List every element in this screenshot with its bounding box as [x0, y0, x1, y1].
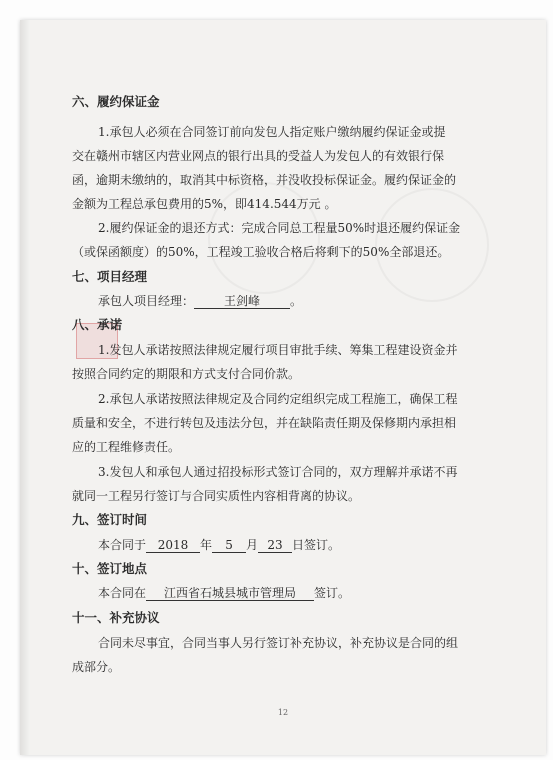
signing-year-unit: 年 [200, 538, 213, 552]
section-7-heading: 七、项目经理 [72, 269, 148, 284]
scan-edge-shadow [20, 20, 30, 755]
section-8-heading: 八、承诺 [72, 317, 123, 332]
signing-date-suffix: 日签订。 [292, 538, 341, 552]
signing-place-prefix: 本合同在 [98, 586, 147, 600]
section-8-paragraph-2-line-1: 2.承包人承诺按照法律规定及合同约定组织完成工程施工，确保工程 [98, 392, 458, 406]
project-manager-name: 王剑峰 [194, 294, 290, 309]
section-8-paragraph-1-line-1: 1.发包人承诺按照法律规定履行项目审批手续、筹集工程建设资金并 [98, 343, 458, 357]
signing-day: 23 [258, 538, 292, 553]
section-8-paragraph-1-line-2: 按照合同约定的期限和方式支付合同价款。 [72, 367, 301, 381]
section-10-heading: 十、签订地点 [72, 561, 148, 576]
section-6-paragraph-2-line-1: 2.履约保证金的退还方式：完成合同总工程量50%时退还履约保证金 [98, 221, 461, 235]
signing-place-suffix: 签订。 [314, 586, 351, 600]
section-8-paragraph-2-line-2: 质量和安全，不进行转包及违法分包，并在缺陷责任期及保修期内承担相 [72, 416, 457, 430]
project-manager-label: 承包人项目经理： [98, 294, 195, 308]
project-manager-line [98, 293, 302, 309]
section-8-paragraph-2-line-3: 应的工程维修责任。 [72, 440, 181, 454]
signing-month: 5 [212, 538, 246, 553]
section-6-paragraph-1-line-4: 金额为工程总承包费用的5%，即414.544万元 。 [72, 197, 337, 211]
section-9-heading: 九、签订时间 [72, 512, 148, 527]
section-11-paragraph-line-2: 成部分。 [72, 660, 121, 674]
signing-place-line [98, 585, 350, 601]
signing-date-line [98, 537, 340, 553]
signing-place: 江西省石城县城市管理局 [146, 586, 314, 601]
project-manager-line-end: 。 [290, 294, 303, 308]
section-8-paragraph-3-line-2: 就同一工程另行签订与合同实质性内容相背离的协议。 [72, 489, 361, 503]
page-number: 12 [277, 708, 289, 717]
section-6-heading: 六、履约保证金 [72, 94, 160, 109]
section-11-paragraph-line-1: 合同未尽事宜，合同当事人另行签订补充协议，补充协议是合同的组 [98, 636, 459, 650]
signing-month-unit: 月 [246, 538, 259, 552]
section-8-paragraph-3-line-1: 3.发包人和承包人通过招投标形式签订合同的，双方理解并承诺不再 [98, 465, 458, 479]
section-6-paragraph-1-line-1: 1.承包人必须在合同签订前向发包人指定账户缴纳履约保证金或提 [98, 125, 446, 139]
signing-date-prefix: 本合同于 [98, 538, 147, 552]
section-6-paragraph-1-line-3: 函，逾期未缴纳的，取消其中标资格，并没收投标保证金。履约保证金的 [72, 173, 457, 187]
section-11-heading: 十一、补充协议 [72, 610, 160, 625]
section-6-paragraph-1-line-2: 交在赣州市辖区内营业网点的银行出具的受益人为发包人的有效银行保 [72, 149, 445, 163]
signing-year: 2018 [146, 538, 200, 553]
section-6-paragraph-2-line-2: （或保函额度）的50%，工程竣工验收合格后将剩下的50%全部退还。 [72, 245, 450, 259]
document-page [20, 20, 546, 755]
